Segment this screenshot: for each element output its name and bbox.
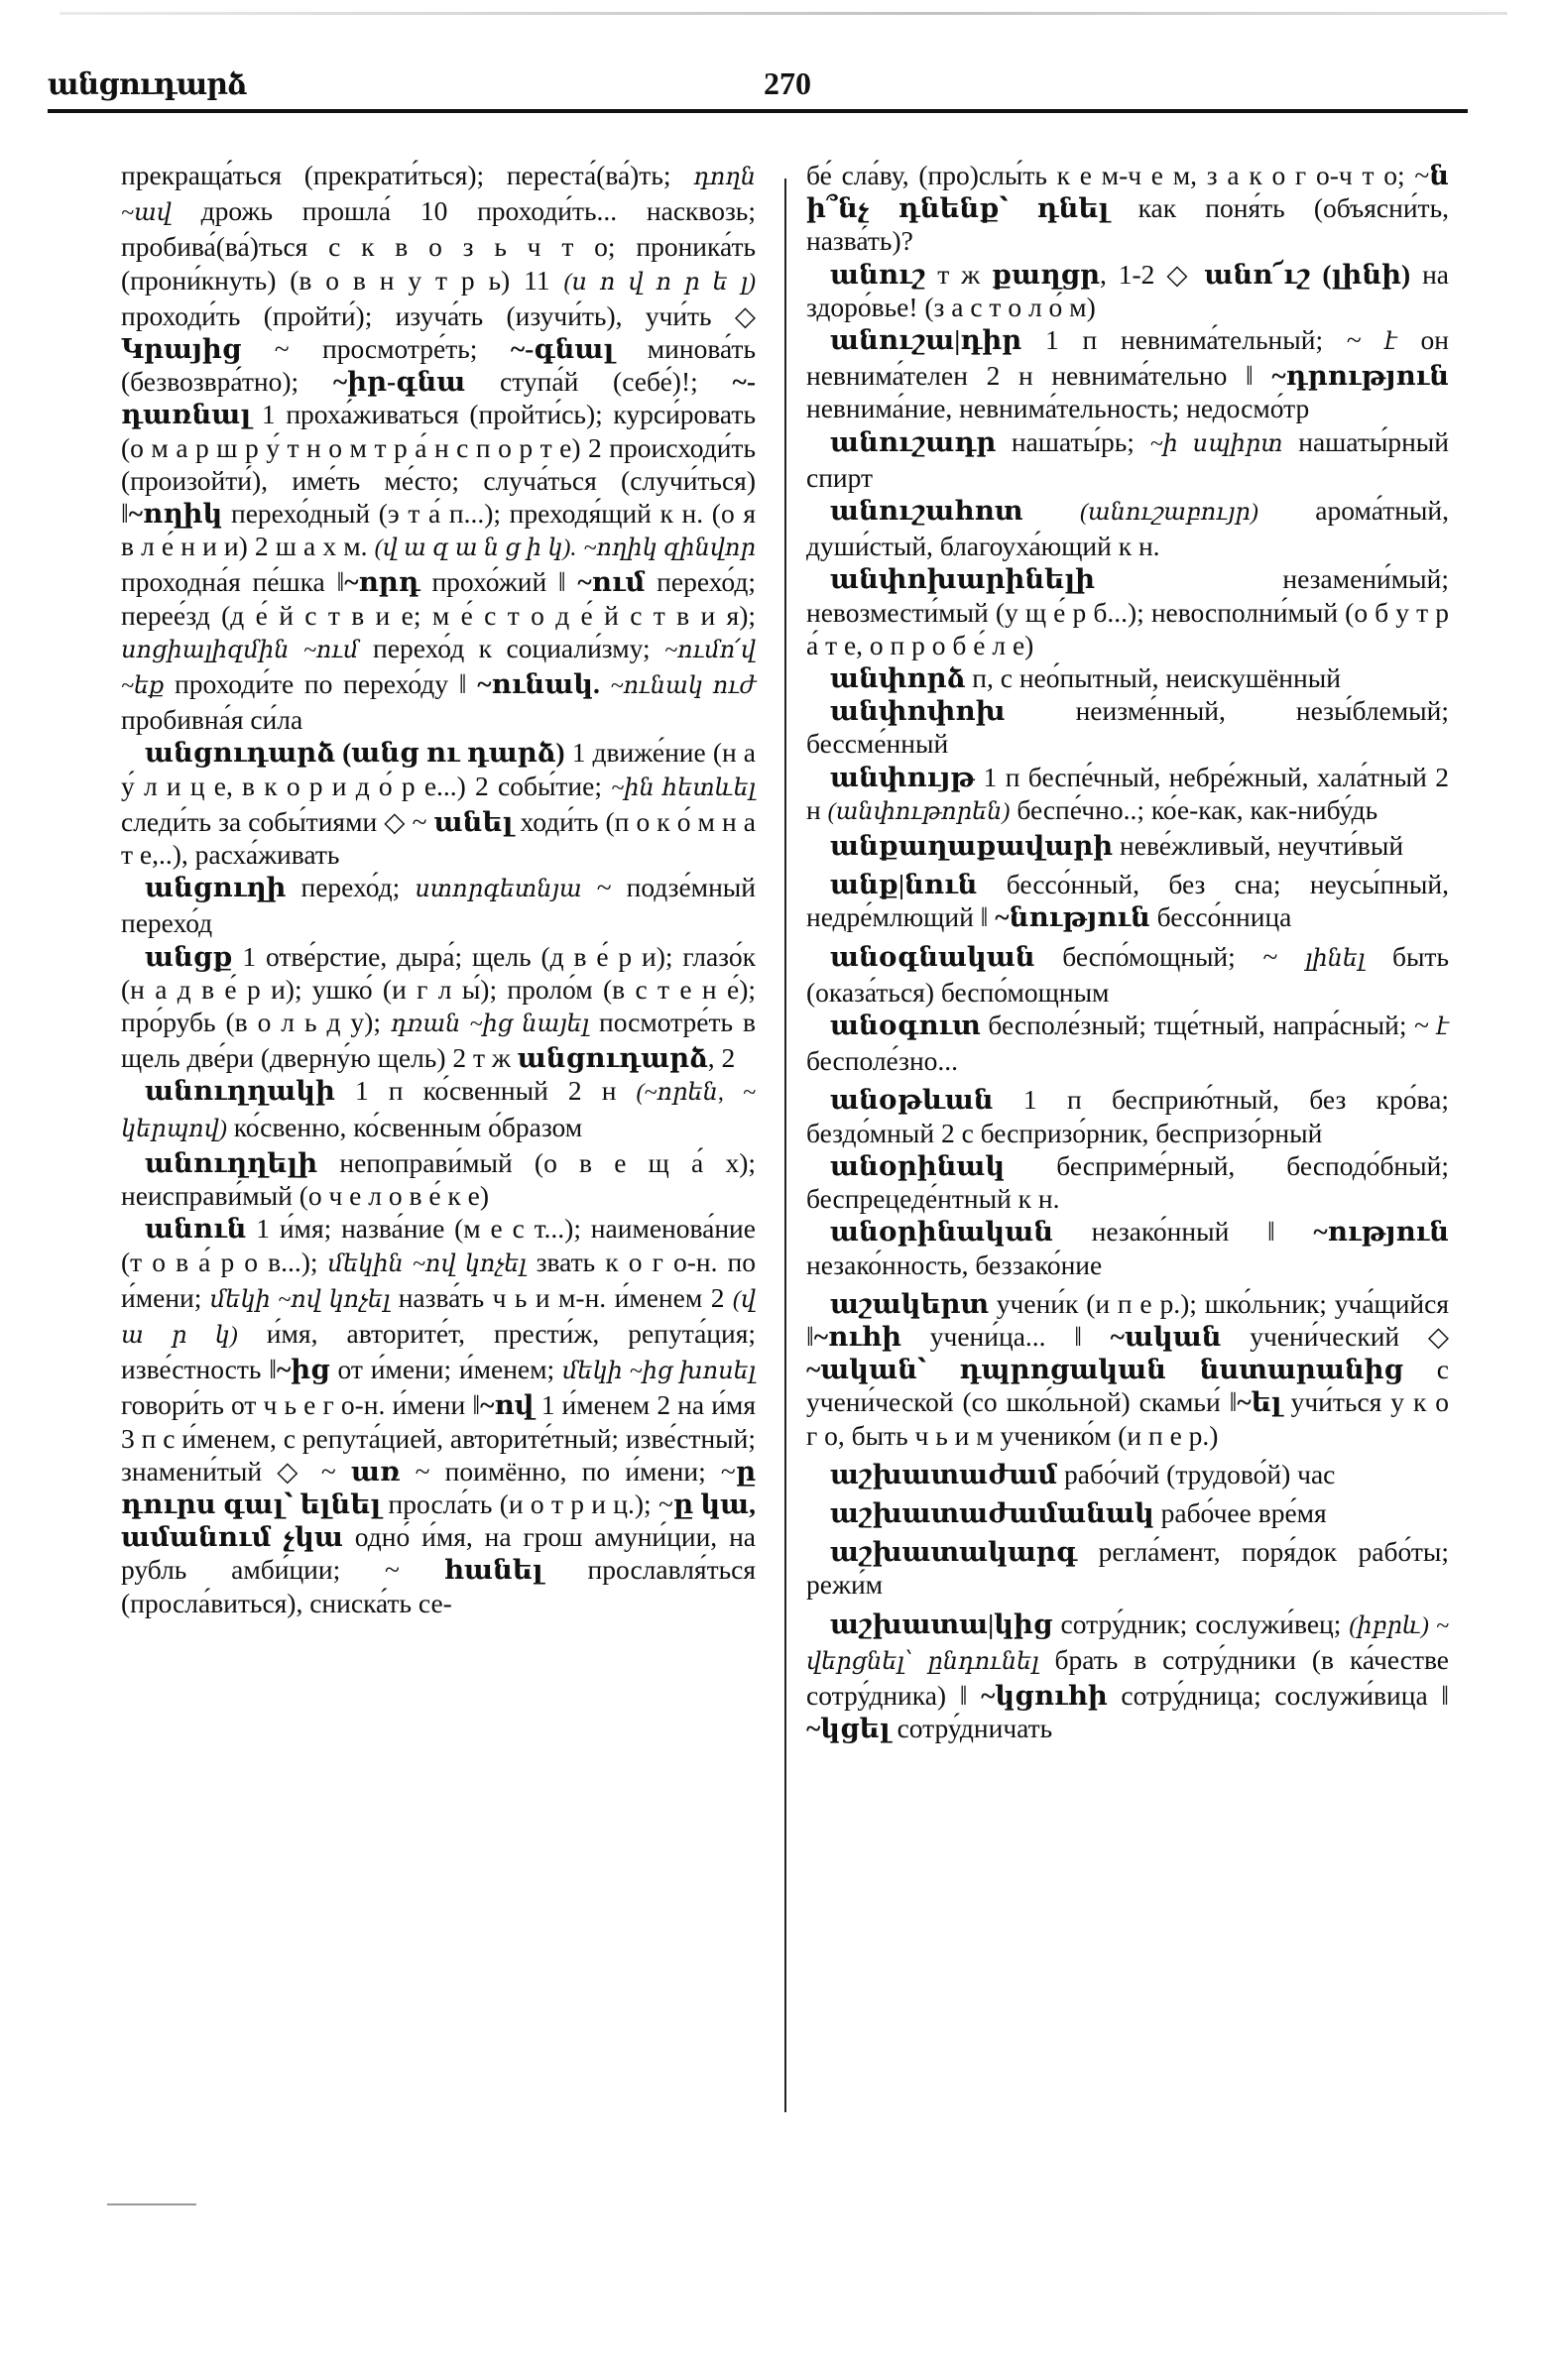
russian-translation: просла́ть (и о т р и ц.); ~ (381, 1488, 673, 1519)
dictionary-entry (806, 1287, 1449, 1452)
armenian-example: (ս ո վ ո ր ե լ) (563, 269, 757, 296)
russian-translation: проходи́те по перехо́ду ‖ (164, 668, 478, 700)
russian-translation: от и́мени; и́менем; (329, 1354, 562, 1385)
armenian-example: լինել (1305, 945, 1366, 972)
dictionary-entry (806, 1458, 1449, 1490)
headword: անուշահոտ (830, 495, 1023, 527)
dictionary-entry (121, 1212, 756, 1618)
russian-translation: беспо́мощный; ~ (1034, 940, 1306, 972)
russian-translation: п, с нео́пытный, неискушённый (965, 662, 1341, 694)
armenian-example: (անփութորեն) (827, 798, 1011, 825)
russian-translation: рабо́чее вре́мя (1153, 1496, 1327, 1528)
armenian-term: ~-դառնալ (121, 366, 756, 430)
armenian-example: մեկին ~ով կոչել (327, 1250, 527, 1277)
russian-translation: бе́ сла́ву, (про)слы́ть к е м-ч е м, з а к о г о-ч т о; ~ (806, 160, 1430, 190)
russian-translation: нашаты́рный спирт (806, 425, 1449, 493)
armenian-term: ~ություն (1313, 1216, 1449, 1248)
column-divider (784, 178, 786, 2112)
armenian-term: հանել (443, 1554, 543, 1586)
russian-translation: 1 отве́рстие, дыра́; щель (д в е́ р и); глазо́к (н а д в е́ р и); ушко́ (и г л ы́); проло́м (в с т е н е́); про́рубь (в о л ь д у); (121, 940, 756, 1038)
russian-translation: ~ поимённо, по и́мени; ~ (400, 1455, 736, 1487)
headword: անփոխարինելի (830, 563, 1096, 595)
armenian-term: ~նություն (995, 901, 1150, 933)
armenian-term: ը կա, ամանում չկա (121, 1488, 756, 1553)
dictionary-entry (806, 661, 1449, 694)
dictionary-entry (806, 1149, 1449, 1215)
armenian-example: ~ի սպիրտ (1149, 430, 1283, 457)
armenian-example: է (1384, 329, 1397, 356)
armenian-term: ~որդ (344, 566, 420, 598)
armenian-term: ~ական (1110, 1320, 1222, 1352)
entry-continuation (121, 159, 756, 736)
armenian-term: անո՜ւշ (լինի) (1204, 258, 1411, 290)
dictionary-entry (121, 871, 756, 939)
russian-translation: минова́ть (безвозвра́тно); (121, 333, 756, 398)
armenian-term: ~ունակ. (477, 668, 600, 700)
russian-translation: перехо́д к социали́зму; (358, 632, 665, 663)
dictionary-entry (806, 1009, 1449, 1077)
russian-translation: 1 проха́живаться (пройти́сь); курси́ровать (о м а р ш р у́ т н о м т р а́ н с п о р т е) 2 происходи́ть (произойти́), име́ть ме́сто; случа́ться (случи́ться) ‖ (121, 399, 756, 530)
right-column (806, 159, 1449, 1744)
headword: անօթևան (830, 1084, 994, 1116)
russian-translation: т ж (925, 258, 992, 290)
armenian-term: Կրայից (121, 333, 242, 365)
armenian-example: ~ունակ ուժ (610, 673, 757, 700)
russian-translation: прославля́ться (просла́виться), сниска́ть се- (121, 1554, 756, 1618)
russian-translation: учени́ческий ◇ (1221, 1320, 1449, 1352)
russian-translation: беспе́чно..; ко́е-как, как-нибу́дь (1010, 793, 1378, 825)
russian-translation: дрожь прошла́ 10 проходи́ть... насквозь; пробива́(ва́)ться с к в о з ь ч т о; проника́ть (прони́кнуть) (в о в н у т р ь) 11 (121, 195, 756, 296)
armenian-example: (անուշաբույր) (1079, 500, 1258, 527)
armenian-example: ~ումո՛վ ~եք (121, 637, 756, 700)
russian-translation: посмотре́ть в щель две́ри (дверну́ю щель) 2 т ж (121, 1007, 756, 1074)
armenian-term: ~ել (1237, 1386, 1282, 1418)
headword: անփորձ (830, 662, 966, 694)
dictionary-entry (806, 940, 1449, 1009)
armenian-term: ~ական՝ դպրոցական նստարանից (806, 1354, 1404, 1385)
russian-translation: бессо́нный, без сна; неусы́пный, недре́млющий ‖ (806, 869, 1449, 933)
russian-translation: пробивна́я си́ла (121, 704, 303, 736)
russian-translation: сотру́дница; сослужи́вица ‖ (1107, 1679, 1450, 1711)
russian-translation: проходна́я пе́шка ‖ (121, 566, 345, 598)
headword: աշխատա|կից (830, 1607, 1053, 1639)
armenian-term: ~ողիկ (128, 498, 223, 530)
russian-translation: перехо́д; перее́зд (д е́ й с т в и е; м е́ с т о д е́ й с т в и я); (121, 566, 756, 631)
armenian-example: ~ողիկ զինվոր (583, 536, 757, 562)
russian-translation: сотру́дничать (890, 1713, 1053, 1744)
dictionary-entry (806, 868, 1449, 933)
headword: աշխատաժամ (830, 1458, 1058, 1489)
russian-translation: как поня́ть (объясни́ть, назва́ть)? (806, 192, 1449, 257)
dictionary-entry (806, 425, 1449, 494)
armenian-term: անել (433, 805, 514, 837)
russian-translation: нашаты́рь; (996, 425, 1150, 457)
dictionary-entry (806, 258, 1449, 323)
headword: անուշա|դիր (830, 324, 1022, 356)
headword: անօգուտ (830, 1010, 981, 1041)
russian-translation: арома́тный, души́стый, благоуха́ющий к н. (806, 495, 1449, 562)
russian-translation: регла́мент, поря́док рабо́ты; режи́м (806, 1536, 1449, 1601)
footer-mark (107, 2203, 196, 2205)
dictionary-entry (121, 940, 756, 1075)
russian-translation: 1 движе́ние (н а у́ л и ц е, в к о р и д о́ р е...) 2 собы́тие; (121, 737, 756, 801)
armenian-term: ~կցուհի (981, 1679, 1108, 1711)
russian-translation: проходи́ть (пройти́); изуча́ть (изучи́ть), учи́ть ◇ (121, 299, 756, 331)
russian-translation: учени́ца... ‖ (901, 1320, 1111, 1352)
armenian-term: քաղցր (992, 258, 1100, 290)
russian-translation: назва́ть ч ь и м-н. и́менем 2 (390, 1281, 733, 1313)
armenian-example: մեկի ~ով կոչել (209, 1286, 391, 1313)
russian-translation: ко́свенно, ко́свенным о́бразом (226, 1111, 583, 1142)
scan-edge-artifact (60, 12, 1507, 15)
headword: անօրինակ (830, 1149, 1006, 1181)
russian-translation: , 1-2 ◇ (1100, 258, 1205, 290)
russian-translation: 1 п невнима́тельный; ~ (1021, 324, 1385, 356)
left-column (121, 159, 756, 1619)
russian-translation: 1 п бесприю́тный, без кро́ва; бездо́мный 2 с беспризо́рник, беспризо́рный (806, 1084, 1449, 1148)
armenian-example: (վ ա ր կ) (121, 1286, 756, 1349)
armenian-term: ~դրություն (1271, 360, 1449, 392)
armenian-example: (վ ա զ ա ն ց ի կ). (374, 536, 577, 562)
dictionary-entry (121, 1146, 756, 1212)
dictionary-entry (121, 1074, 756, 1145)
dictionary-entry (806, 761, 1449, 829)
dictionary-entry (806, 323, 1449, 425)
russian-translation: 1 и́мя; назва́ние (м е с т...); наименова́ние (т о в а́ р о в...); (121, 1213, 756, 1277)
armenian-example: դռան ~ից նայել (390, 1012, 590, 1038)
headword: անօգնական (830, 940, 1035, 972)
headword: անփոփոխ (830, 695, 1006, 727)
armenian-term: ը դուրս գալ՝ ելնել (121, 1455, 756, 1519)
russian-translation: звать к о г о-н. по и́мени; (121, 1246, 756, 1313)
headword: աշխատաժամանակ (830, 1496, 1154, 1528)
armenian-example: (~որեն, ~ կերպով) (121, 1080, 756, 1142)
dictionary-entry (806, 829, 1449, 862)
russian-translation: незако́нность, беззако́ние (806, 1249, 1103, 1280)
armenian-term: ~-գնալ (510, 333, 615, 365)
russian-translation (1022, 495, 1079, 526)
russian-translation: ступа́й (себе́)!; (465, 366, 733, 398)
armenian-term: ն ի՞նչ դնենք՝ դնել (806, 160, 1449, 224)
russian-translation: с учени́ческой (со шко́льной) скамьи́ ‖ (806, 1354, 1449, 1418)
headword: անցք (145, 940, 233, 972)
headword: անցուղի (145, 872, 287, 903)
headword: անուղղակի (145, 1075, 335, 1107)
russian-translation: ~ подзе́мный перехо́д (121, 872, 756, 939)
dictionary-entry (806, 1215, 1449, 1280)
russian-translation: на здоро́вье! (з а с т о л о́ м) (806, 258, 1449, 322)
armenian-term: ~ով (480, 1389, 535, 1421)
headword: անփույթ (830, 761, 976, 792)
russian-translation: одно́ и́мя, на грош амуни́ции, на рубль амби́ции; ~ (121, 1521, 756, 1586)
dictionary-entry (806, 1496, 1449, 1529)
armenian-term: ~ուհի (813, 1320, 902, 1352)
armenian-example: ~ին հետևել (611, 774, 756, 801)
russian-translation: неве́жливый, неучти́вый (1113, 830, 1404, 862)
russian-translation: непоправи́мый (о в е щ а́ х); неисправи́мый (о ч е л о в е́ к е) (121, 1146, 756, 1212)
dictionary-entry (121, 736, 756, 871)
headword: աշխատակարգ (830, 1536, 1078, 1568)
armenian-example: (իբրև) ~ վերցնել՝ ընդունել (806, 1612, 1449, 1675)
armenian-example: մեկի ~ից խոսել (561, 1359, 756, 1385)
russian-translation: сотру́дник; сослужи́вец; (1052, 1607, 1350, 1639)
russian-translation: , 2 (707, 1042, 736, 1074)
headword: անօրինական (830, 1216, 1053, 1248)
russian-translation: учи́ться у к о г о, быть ч ь и м ученико́м (и п е р.) (806, 1386, 1449, 1451)
russian-translation: ходи́ть (п о к о́ м н а т е,..), расха́живать (121, 805, 756, 871)
russian-translation: перехо́д; (286, 872, 416, 903)
armenian-term: ~իր-գնա (332, 366, 466, 398)
armenian-term: ~ում (577, 566, 646, 598)
armenian-example: է (1436, 1014, 1449, 1041)
russian-translation: бесприме́рный, бесподо́бный; беспрецеде́нтный к н. (806, 1149, 1449, 1215)
russian-translation: бесполе́зно... (806, 1045, 959, 1077)
russian-translation: рабо́чий (трудово́й) час (1057, 1458, 1336, 1489)
russian-translation: перехо́дный (э т а́ п...); преходя́щий к н. (о я в л е́ н и и) 2 ш а х м. (121, 498, 756, 562)
dictionary-entry (806, 1083, 1449, 1148)
header-rule (48, 109, 1468, 113)
russian-translation: следи́ть за собы́тиями ◇ ~ (121, 805, 434, 837)
dictionary-entry (806, 1607, 1449, 1745)
headword: անք|նուն (830, 869, 978, 900)
dictionary-entry (806, 1535, 1449, 1601)
headword: անուշադր (830, 425, 997, 457)
russian-translation: невнима́ние, невнима́тельность; недосмо́тр (806, 393, 1310, 424)
armenian-term: ~կցել (806, 1713, 891, 1744)
russian-translation: ~ просмотре́ть; (241, 333, 511, 365)
russian-translation: 1 п беспе́чный, небре́жный, хала́тный 2 н (806, 761, 1449, 825)
russian-translation: учени́к (и п е р.); шко́льник; уча́щийся ‖ (806, 1287, 1449, 1352)
russian-translation (600, 668, 611, 699)
armenian-example: դողն ~ավ (121, 165, 756, 227)
headword: անցուդարձ (անց ու դարձ) (145, 737, 565, 769)
russian-translation: быть (оказа́ться) беспо́мощным (806, 940, 1449, 1008)
russian-translation: неизме́нный, незы́блемый; бессме́нный (806, 695, 1449, 760)
russian-translation: брать в сотру́дники (в ка́честве сотру́дника) ‖ (806, 1643, 1449, 1711)
headword: անուն (145, 1213, 247, 1245)
russian-translation: говори́ть от ч ь е г о-н. и́мени ‖ (121, 1389, 481, 1421)
headword: անքաղաքավարի (830, 830, 1114, 862)
headword: անուղղելի (145, 1146, 318, 1178)
page-number: 270 (764, 65, 811, 101)
russian-translation: бесполе́зный; тще́тный, напра́сный; ~ (980, 1010, 1437, 1041)
armenian-term: ~ից (276, 1354, 330, 1385)
entry-continuation (806, 159, 1449, 258)
armenian-term: անցուդարձ (517, 1042, 708, 1074)
russian-translation: бессо́нница (1149, 901, 1292, 933)
dictionary-entry (806, 694, 1449, 760)
armenian-example: սոցիալիզմին (121, 637, 290, 663)
running-head: անցուդարձ (48, 68, 247, 101)
armenian-example: ստորգետնյա (415, 877, 582, 903)
armenian-example: ~ում (302, 637, 359, 663)
headword: աշակերտ (830, 1287, 989, 1319)
dictionary-entry (806, 562, 1449, 661)
russian-translation: прохо́жий ‖ (419, 566, 578, 598)
headword: անուշ (830, 258, 926, 290)
dictionary-entry (806, 494, 1449, 562)
russian-translation (576, 531, 583, 561)
armenian-term: առ (350, 1455, 401, 1487)
russian-translation: и́мя, авторите́т, прести́ж, репута́ция; изве́стность ‖ (121, 1317, 756, 1385)
russian-translation: незамени́мый; невозмести́мый (у щ е́ р б...); невосполни́мый (о б у т р а́ т е, о п р о б е́ л е) (806, 563, 1449, 660)
russian-translation: незако́нный ‖ (1053, 1216, 1314, 1248)
russian-translation: прекраща́ться (прекрати́ться); переста́(ва́)ть; (121, 160, 694, 190)
russian-translation: 1 п ко́свенный 2 н (334, 1075, 637, 1107)
russian-translation (289, 633, 302, 663)
russian-translation: он невнима́телен 2 н невнима́тельно ‖ (806, 324, 1449, 392)
russian-translation: 1 и́менем 2 на и́мя 3 п с и́менем, с репута́цией, авторите́тный; изве́стный; знамени́тый ◇ ~ (121, 1389, 756, 1487)
